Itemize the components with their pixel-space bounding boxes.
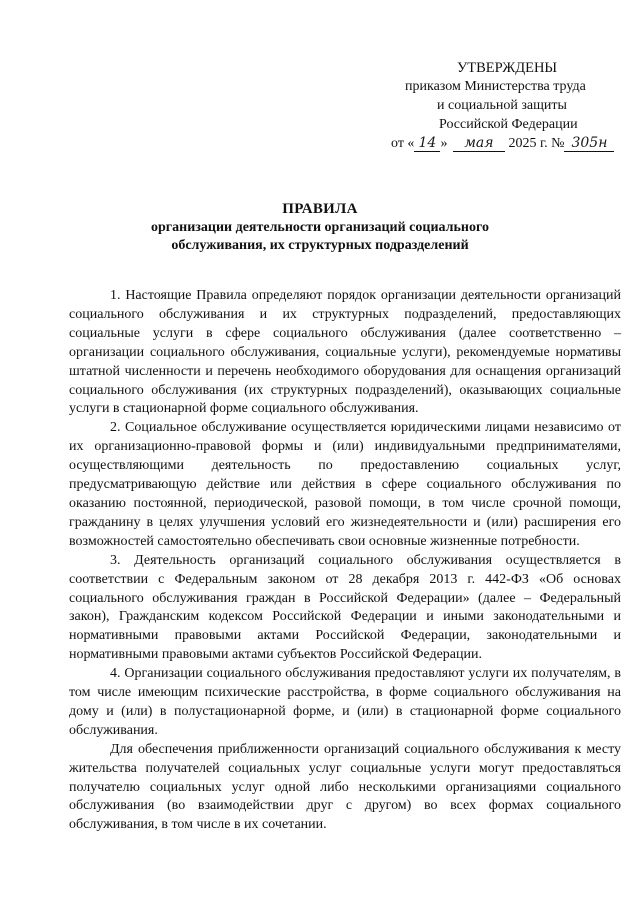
approval-country-line: Российской Федерации: [439, 117, 578, 132]
date-year: 2025 г. №: [508, 136, 565, 151]
date-prefix: от «: [391, 136, 415, 151]
document-title: ПРАВИЛА: [282, 201, 358, 217]
handwritten-day: 14: [414, 136, 440, 152]
paragraph-4: 4. Организации социального обслуживания предоставляют услуги их получателям, в том числе имеющим психические расстройства, в форме социального обслуживания на дому и (или) в полустационарной форме, и (или) в стационарной форме социального обслуживания.: [69, 666, 621, 738]
document-subtitle-line-2: обслуживания, их структурных подразделений: [171, 238, 469, 253]
paragraph-1: 1. Настоящие Правила определяют порядок организации деятельности организаций социального обслуживания и их структурных подразделений, предоставляющих социальные услуги в сфере социального обслуживания (далее соответственно – организации социального обслуживания, социальные услуги), рекомендуемые нормативы штатной численности и перечень необходимого оборудования для оснащения организаций социального обслуживания (их структурных подразделений), оказывающих социальные услуги в стационарной форме социального обслуживания.: [69, 288, 621, 417]
document-body: [69, 287, 621, 835]
approval-date-line: [391, 135, 614, 152]
document-subtitle-line-1: организации деятельности организаций социального: [151, 220, 489, 235]
paragraph-5: Для обеспечения приближенности организаций социального обслуживания к месту жительства получателей социальных услуг социальные услуги могут предоставляться получателю социальных услуг одной либо несколькими организациями социального обслуживания (во взаимодействии друг с другом) во всех формах социального обслуживания, в том числе в их сочетании.: [69, 741, 621, 833]
approval-heading: УТВЕРЖДЕНЫ: [457, 60, 558, 76]
date-quote: »: [440, 136, 448, 151]
paragraph-2: 2. Социальное обслуживание осуществляется юридическими лицами независимо от их организационно-правовой формы и (или) индивидуальными предпринимателями, осуществляющими деятельность по предоставлению социальных услуг, предусматривающую действие или действия в сфере социального обслуживания по оказанию постоянной, периодической, разовой помощи, в том числе срочной помощи, гражданину в целях улучшения условий его жизнедеятельности и (или) расширения его возможностей самостоятельно обеспечивать свои основные жизненные потребности.: [69, 420, 621, 549]
paragraph-3: 3. Деятельность организаций социального обслуживания осуществляется в соответствии с Федеральным законом от 28 декабря 2013 г. 442-ФЗ «Об основах социального обслуживания граждан в Российской Федерации» (далее – Федеральный закон), Гражданским кодексом Российской Федерации и иными законодательными и нормативными правовыми актами Российской Федерации, законодательными и нормативными правовыми актами субъектов Российской Федерации.: [69, 552, 621, 663]
approval-ministry-line: и социальной защиты: [437, 98, 567, 113]
handwritten-month: мая: [453, 136, 505, 152]
handwritten-order-number: 305н: [564, 136, 614, 152]
approval-order-line: приказом Министерства труда: [405, 79, 586, 94]
